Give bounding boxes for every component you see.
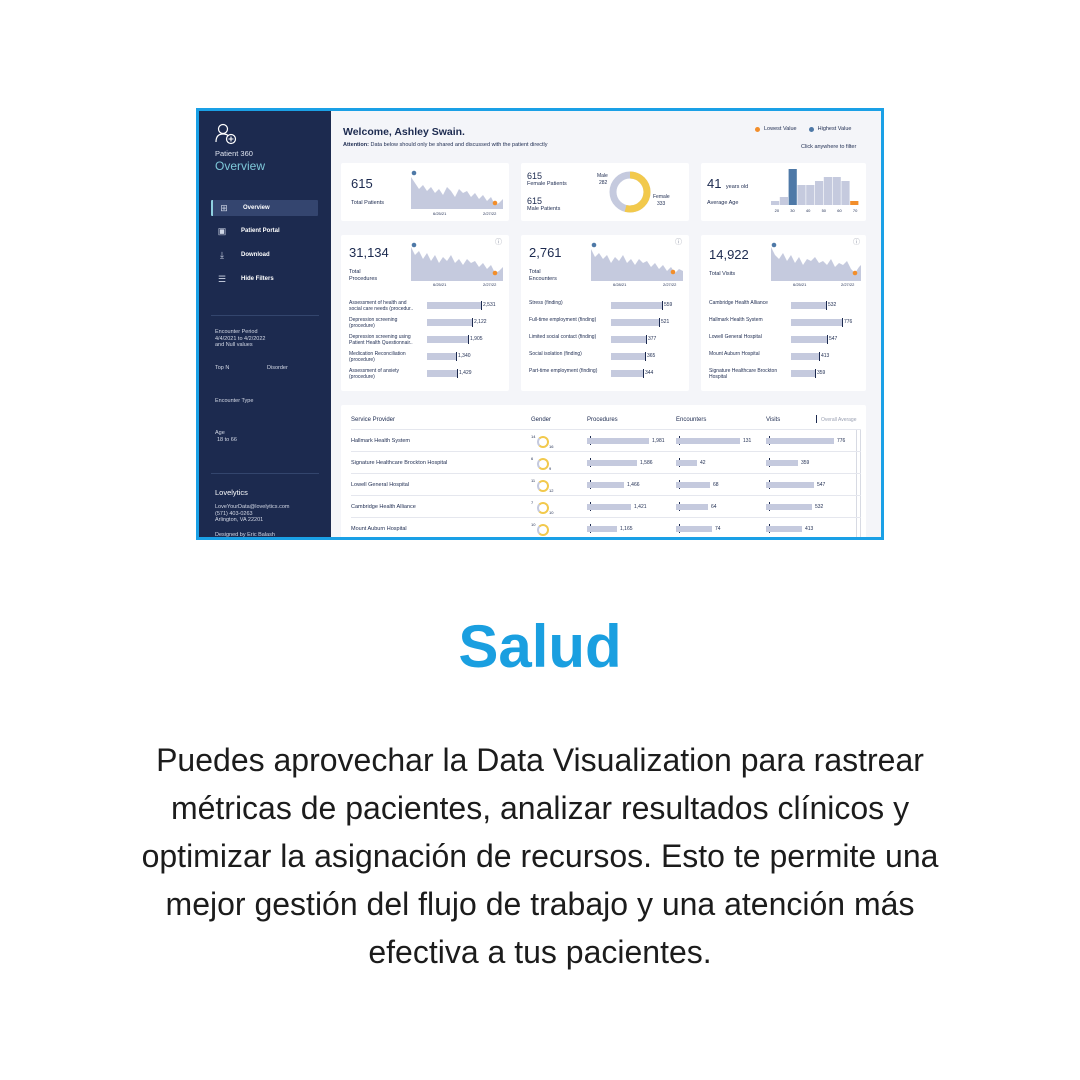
bar-end-marker — [468, 335, 469, 344]
patients-date-end: 2/27/22 — [483, 211, 497, 216]
filter-disorder[interactable]: Disorder — [267, 365, 288, 371]
filter-age-value[interactable]: 18 to 66 — [217, 437, 237, 443]
encounters-date-end: 2/27/22 — [663, 282, 677, 287]
bar-value: 2,531 — [483, 302, 496, 308]
bar[interactable] — [611, 319, 659, 326]
bar-end-marker — [643, 369, 644, 378]
row-divider — [351, 517, 861, 518]
bar-label: Medication Reconciliation (procedure) — [349, 351, 406, 363]
table-bar[interactable] — [676, 526, 712, 532]
bar-label: Assessment of health and social care needs (procedur.. — [349, 300, 414, 312]
bar-label: Depression screening using Patient Health Questionnair.. — [349, 334, 413, 346]
donut-female-value: 333 — [657, 201, 666, 207]
male-label: Male Patients — [527, 206, 561, 212]
table-bar[interactable] — [766, 438, 834, 444]
gender-bottom-count: 16 — [549, 444, 554, 449]
bar[interactable] — [427, 336, 468, 343]
encounters-label: Total Encounters — [529, 269, 557, 282]
legend-highest: Highest Value — [817, 126, 852, 132]
section-heading: Salud — [458, 613, 622, 680]
patients-date-start: 6/25/21 — [433, 211, 447, 216]
table-value: 74 — [715, 526, 721, 532]
age-bin[interactable] — [833, 177, 841, 205]
table-bar[interactable] — [676, 504, 708, 510]
age-tick: 20 — [774, 208, 780, 213]
donut-female-label: Female — [653, 194, 670, 200]
bar[interactable] — [427, 370, 457, 377]
age-card[interactable] — [701, 163, 866, 221]
procedures-label: Total Procedures — [349, 269, 378, 282]
gender-mini-donut — [537, 436, 549, 448]
sliders-icon: ☰ — [217, 273, 227, 284]
gender-mini-donut — [537, 524, 549, 536]
bar-label: Depression screening (procedure) — [349, 317, 398, 329]
age-bin[interactable] — [797, 185, 805, 205]
grid-icon: ⊞ — [220, 202, 228, 213]
row-divider — [351, 473, 861, 474]
info-icon[interactable]: ⓘ — [675, 239, 682, 246]
filter-top-n[interactable]: Top N — [215, 365, 230, 371]
bar-end-marker — [819, 352, 820, 361]
gender-bottom-count: 10 — [549, 510, 554, 515]
welcome-title: Welcome, Ashley Swain. — [343, 126, 465, 138]
bar-value: 1,905 — [470, 336, 483, 342]
gender-bottom-count: 12 — [549, 488, 554, 493]
bar[interactable] — [791, 302, 826, 309]
info-icon[interactable]: ⓘ — [853, 239, 860, 246]
overall-average-marker — [816, 415, 817, 423]
click-hint: Click anywhere to filter — [801, 144, 857, 150]
age-bin[interactable] — [780, 197, 788, 205]
gender-top-count: 7 — [531, 500, 534, 505]
encounters-date-start: 6/28/21 — [613, 282, 627, 287]
bar-value: 2,122 — [474, 319, 487, 325]
table-bar[interactable] — [676, 438, 740, 444]
table-value: 64 — [711, 504, 717, 510]
visits-date-start: 6/25/21 — [793, 282, 807, 287]
main-area — [331, 111, 881, 537]
table-value: 547 — [817, 482, 826, 488]
bar-value: 559 — [664, 302, 673, 308]
table-bar[interactable] — [766, 482, 814, 488]
table-value: 131 — [743, 438, 752, 444]
procedures-sparkline — [411, 241, 503, 281]
avg-age — [707, 175, 748, 193]
bar-end-marker — [472, 318, 473, 327]
bar-end-marker — [456, 352, 457, 361]
nav-label: Download — [241, 252, 270, 258]
table-value: 1,981 — [652, 438, 665, 444]
section-body: Puedes aprovechar la Data Visualization para rastrear métricas de pacientes, analizar resultados clínicos y optimizar la asignación de recursos. Esto te permite una mejor gestión del flujo de trabajo y una atención más efectiva a tus pacientes. — [141, 742, 939, 970]
bar-value: 1,429 — [459, 370, 472, 376]
dashboard-screenshot — [196, 108, 884, 540]
bar-value: 365 — [647, 353, 656, 359]
table-value: 68 — [713, 482, 719, 488]
age-bin[interactable] — [841, 181, 849, 205]
age-tick: 30 — [790, 208, 795, 213]
procedures-date-end: 2/27/22 — [483, 282, 497, 287]
avg-age-label: Average Age — [707, 200, 739, 206]
bar-label: Cambridge Health Alliance — [709, 300, 768, 306]
table-bar[interactable] — [676, 482, 710, 488]
visits-date-end: 2/27/22 — [841, 282, 855, 287]
provider-name[interactable]: Cambridge Health Alliance — [351, 504, 416, 510]
table-bar[interactable] — [766, 526, 802, 532]
gender-bottom-count: 9 — [549, 466, 552, 471]
gender-card[interactable] — [521, 163, 689, 221]
gender-top-count: 14 — [531, 434, 536, 439]
highest-dot-icon — [809, 127, 814, 132]
encounters-sparkline — [591, 241, 683, 281]
table-bar[interactable] — [587, 482, 624, 488]
bar[interactable] — [427, 353, 456, 360]
bar-end-marker — [827, 335, 828, 344]
download-icon: ⤓ — [220, 249, 224, 260]
bar[interactable] — [611, 353, 645, 360]
patient-add-icon — [215, 123, 237, 145]
filter-encounter-type[interactable]: Encounter Type — [215, 398, 254, 404]
bar-end-marker — [659, 318, 660, 327]
age-ticks — [769, 208, 863, 213]
avg-age-value: 41 — [707, 176, 722, 191]
bar-end-marker — [662, 301, 663, 310]
sidebar — [199, 111, 331, 537]
divider — [211, 315, 319, 316]
designer-credit: Designed by Eric Balash — [215, 532, 275, 538]
table-value: 776 — [837, 438, 846, 444]
bar-label: Mount Auburn Hospital — [709, 351, 760, 357]
company-contact: LoveYourData@lovelytics.com (571) 403-0263 Arlington, VA 22201 — [215, 504, 290, 523]
bar-value: 547 — [829, 336, 838, 342]
row-divider — [351, 451, 861, 452]
table-value: 1,466 — [627, 482, 640, 488]
male-count: 615 — [527, 196, 543, 206]
bar-value: 377 — [648, 336, 657, 342]
bar-label: Stress (finding) — [529, 300, 563, 306]
gender-mini-donut — [537, 458, 552, 471]
provider-name[interactable]: Mount Auburn Hospital — [351, 526, 407, 532]
bar[interactable] — [611, 302, 662, 309]
bar-end-marker — [815, 369, 816, 378]
clipboard-icon: ▣ — [217, 225, 227, 236]
table-value: 532 — [815, 504, 824, 510]
bar-label: Limited social contact (finding) — [529, 334, 597, 340]
nav-label: Hide Filters — [241, 276, 274, 282]
provider-name[interactable]: Hallmark Health System — [351, 438, 410, 444]
row-divider — [351, 495, 861, 496]
bar[interactable] — [791, 353, 819, 360]
lowest-dot-icon — [755, 127, 760, 132]
th-overall-average: Overall Average — [821, 417, 857, 423]
bar-label: Hallmark Health System — [709, 317, 763, 323]
patients-sparkline — [411, 169, 503, 211]
nav-hide-filters[interactable] — [211, 271, 316, 287]
nav-patient-portal[interactable] — [211, 223, 316, 239]
bar[interactable] — [791, 336, 827, 343]
total-patients-card[interactable] — [341, 163, 509, 221]
donut-male-value: 282 — [599, 180, 608, 186]
bar-end-marker — [645, 352, 646, 361]
attention-label: Attention: — [343, 142, 369, 148]
bar[interactable] — [791, 319, 842, 326]
table-bar[interactable] — [676, 460, 697, 466]
th-provider[interactable]: Service Provider — [351, 417, 396, 423]
provider-table — [341, 405, 866, 540]
age-bin[interactable] — [771, 201, 779, 205]
visits-sparkline — [771, 241, 861, 281]
bar-value: 359 — [817, 370, 826, 376]
divider — [211, 473, 319, 474]
visits-value: 14,922 — [709, 247, 749, 262]
company-name: Lovelytics — [215, 488, 248, 497]
table-value: 413 — [805, 526, 814, 532]
value-legend — [755, 126, 851, 132]
bar-end-marker — [842, 318, 843, 327]
attention-note — [343, 142, 548, 148]
table-bar[interactable] — [587, 504, 631, 510]
avg-age-unit: years old — [725, 184, 749, 190]
legend-lowest: Lowest Value — [764, 126, 797, 132]
visits-card[interactable] — [701, 235, 866, 391]
bar-value: 776 — [844, 319, 853, 325]
bar-end-marker — [457, 369, 458, 378]
gender-top-count: 10 — [531, 522, 536, 527]
nav-label: Overview — [243, 205, 270, 211]
provider-name[interactable]: Signature Healthcare Brockton Hospital — [351, 460, 448, 466]
attention-text: Data below should only be shared and discussed with the patient directly — [370, 142, 548, 148]
nav-download[interactable] — [211, 247, 316, 263]
age-tick: 40 — [805, 208, 811, 213]
bar-end-marker — [481, 301, 482, 310]
provider-name[interactable]: Lowell General Hospital — [351, 482, 410, 488]
bar[interactable] — [611, 336, 646, 343]
bar-label: Lowell General Hospital — [709, 334, 762, 340]
app-title: Patient 360 — [215, 149, 253, 158]
bar[interactable] — [791, 370, 815, 377]
bar-end-marker — [826, 301, 827, 310]
bar-label: Full-time employment (finding) — [529, 317, 597, 323]
table-bar[interactable] — [587, 526, 617, 532]
female-count: 615 — [527, 171, 543, 181]
age-histogram — [771, 167, 861, 207]
procedures-date-start: 6/25/21 — [433, 282, 447, 287]
nav-label: Patient Portal — [241, 228, 280, 234]
table-value: 1,586 — [640, 460, 653, 466]
bar-label: Social isolation (finding) — [529, 351, 582, 357]
bar[interactable] — [427, 302, 481, 309]
gender-mini-donut — [537, 480, 549, 492]
age-bin[interactable] — [815, 181, 823, 205]
app-subtitle: Overview — [215, 159, 266, 173]
bar-end-marker — [646, 335, 647, 344]
procedures-card[interactable] — [341, 235, 509, 391]
row-divider — [351, 429, 861, 430]
table-value: 1,421 — [634, 504, 647, 510]
age-bin[interactable] — [806, 185, 814, 205]
donut-male-label: Male — [597, 173, 608, 179]
gender-top-count: 11 — [531, 478, 536, 483]
bar-label: Assessment of anxiety (procedure) — [349, 368, 400, 380]
table-bar[interactable] — [587, 438, 649, 444]
gender-mini-donut — [537, 502, 549, 514]
age-tick: 70 — [852, 208, 858, 213]
table-value: 1,165 — [620, 526, 633, 532]
bar-label: Signature Healthcare Brockton Hospital — [709, 368, 778, 380]
bar-label: Part-time employment (finding) — [529, 368, 598, 374]
table-bar[interactable] — [766, 460, 798, 466]
info-icon[interactable]: ⓘ — [495, 239, 502, 246]
table-value: 359 — [801, 460, 810, 466]
bar[interactable] — [427, 319, 472, 326]
bar-value: 1,340 — [458, 353, 471, 359]
filter-encounter-period[interactable]: Encounter Period 4/4/2021 to 4/2/2022 and Null values — [215, 329, 266, 348]
th-procedures[interactable]: Procedures — [587, 417, 618, 423]
bar-value: 532 — [828, 302, 837, 308]
filter-age-label: Age — [215, 430, 225, 436]
total-patients-value: 615 — [351, 176, 373, 191]
gender-donut — [607, 169, 653, 215]
table-scrollbar[interactable] — [856, 429, 861, 540]
visits-label: Total Visits — [709, 271, 736, 277]
bar-value: 521 — [661, 319, 670, 325]
table-bar[interactable] — [766, 504, 812, 510]
female-label: Female Patients — [527, 181, 567, 187]
age-bin[interactable] — [824, 177, 832, 205]
gender-top-count: 6 — [531, 456, 534, 461]
table-bar[interactable] — [587, 460, 637, 466]
bar-value: 344 — [645, 370, 654, 376]
total-patients-label: Total Patients — [351, 200, 385, 206]
encounters-value: 2,761 — [529, 245, 562, 260]
th-encounters[interactable]: Encounters — [676, 417, 707, 423]
th-visits[interactable]: Visits — [766, 417, 781, 423]
th-gender[interactable]: Gender — [531, 417, 552, 423]
age-bin[interactable] — [850, 201, 858, 205]
age-tick: 50 — [821, 208, 827, 213]
bar-value: 413 — [821, 353, 830, 359]
procedures-value: 31,134 — [349, 245, 389, 260]
bar[interactable] — [611, 370, 643, 377]
encounters-card[interactable] — [521, 235, 689, 391]
age-bin[interactable] — [789, 169, 797, 205]
nav-overview[interactable] — [211, 200, 318, 216]
table-value: 42 — [700, 460, 706, 466]
age-tick: 60 — [837, 208, 842, 213]
